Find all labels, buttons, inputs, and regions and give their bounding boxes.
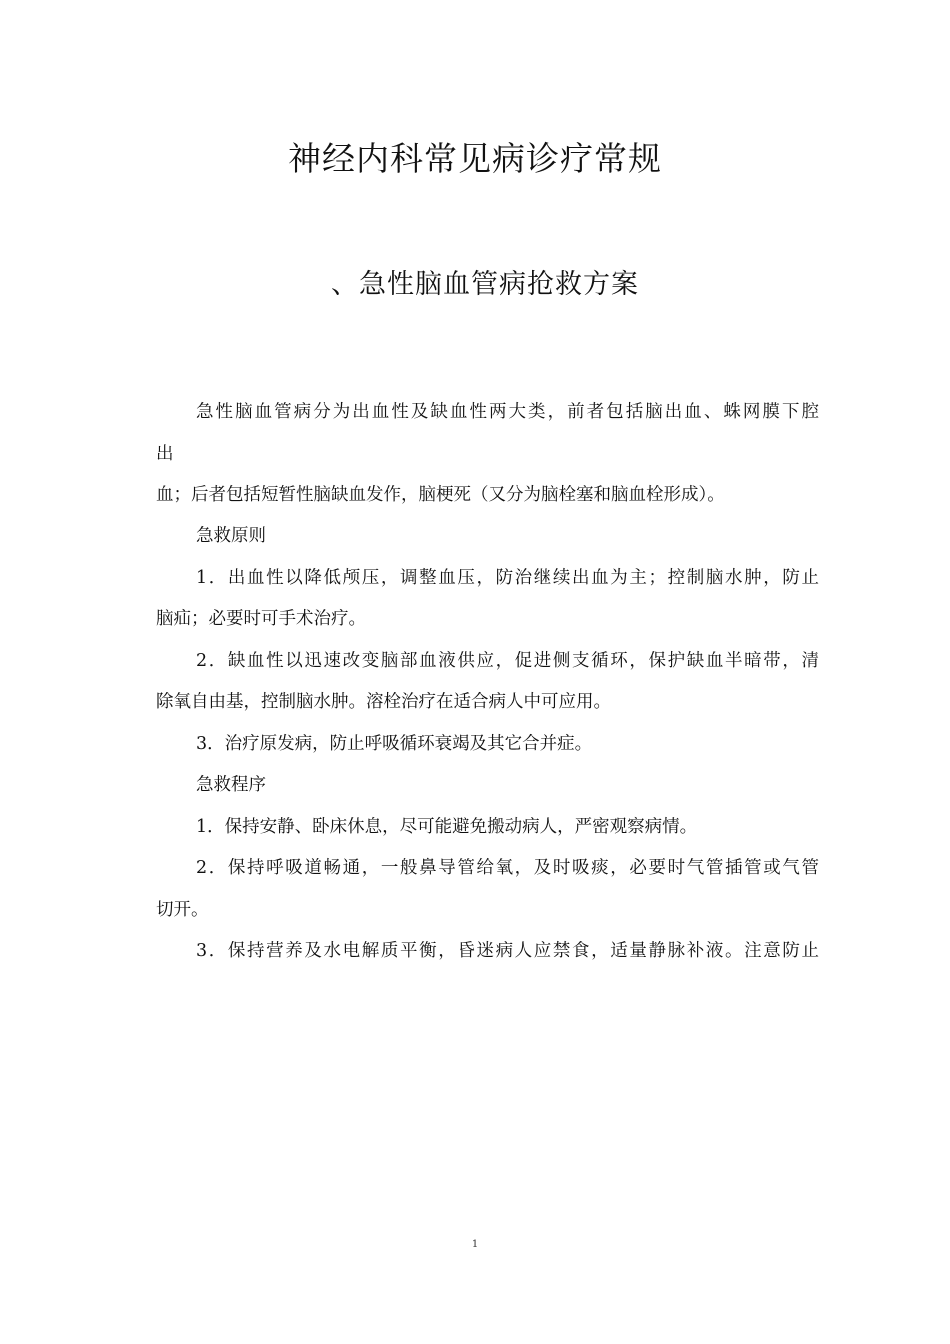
body-line: 3．治疗原发病，防止呼吸循环衰竭及其它合并症。 <box>196 734 593 754</box>
subheading-emergency-procedure: 急救程序 <box>196 775 266 795</box>
body-line: 2．缺血性以迅速改变脑部血液供应，促进侧支循环，保护缺血半暗带，清 <box>196 651 819 671</box>
body-line: 出 <box>156 444 174 464</box>
body-line: 1．保持安静、卧床休息，尽可能避免搬动病人，严密观察病情。 <box>196 817 698 837</box>
document-title: 神经内科常见病诊疗常规 <box>288 139 662 178</box>
body-line: 急性脑血管病分为出血性及缺血性两大类，前者包括脑出血、蛛网膜下腔 <box>196 402 819 422</box>
body-line: 2．保持呼吸道畅通，一般鼻导管给氧，及时吸痰，必要时气管插管或气管 <box>196 858 819 878</box>
body-line: 脑疝；必要时可手术治疗。 <box>156 609 366 629</box>
body-line: 切开。 <box>156 900 209 920</box>
body-line: 3．保持营养及水电解质平衡，昏迷病人应禁食，适量静脉补液。注意防止 <box>196 941 819 961</box>
section-title: 、急性脑血管病抢救方案 <box>331 269 639 300</box>
subheading-emergency-principles: 急救原则 <box>196 526 266 546</box>
body-line: 血；后者包括短暂性脑缺血发作，脑梗死（又分为脑栓塞和脑血栓形成）。 <box>156 485 725 505</box>
page-number: 1 <box>471 1239 479 1250</box>
body-line: 除氧自由基，控制脑水肿。溶栓治疗在适合病人中可应用。 <box>156 692 611 712</box>
body-line: 1．出血性以降低颅压，调整血压，防治继续出血为主；控制脑水肿，防止 <box>196 568 819 588</box>
